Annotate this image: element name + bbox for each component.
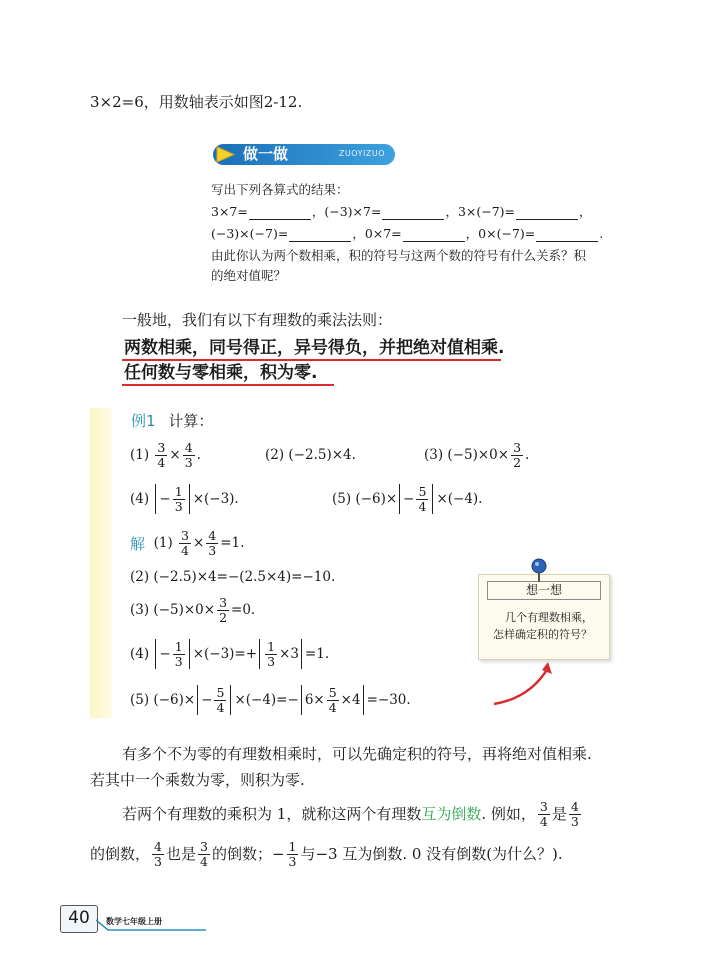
general-statement: 一般地，我们有以下有理数的乘法法则： xyxy=(122,311,393,329)
rule-2: 任何数与零相乘，积为零. xyxy=(124,363,318,383)
play-arrow-icon xyxy=(215,146,237,163)
pushpin-icon xyxy=(528,558,550,584)
answer-blank xyxy=(536,229,598,242)
rule-2-underline xyxy=(122,384,334,386)
abs-bar xyxy=(230,685,232,715)
book-title: 数学七年级上册 xyxy=(106,917,162,926)
solution-4: (4) − $\frac{1}{3}$ ×(−3)=+ $\frac{1}{3}$ ×3 =1. xyxy=(130,638,330,669)
activity-banner xyxy=(213,144,395,165)
abs-bar xyxy=(432,484,434,514)
problem-2: (2) (−2.5)×4. xyxy=(265,447,356,463)
abs-bar xyxy=(155,484,157,514)
fraction: $\frac{3}{2}$ xyxy=(513,439,522,470)
activity-row-2: (−3)×(−7)= ，0×7= ，0×(−7)= . xyxy=(211,226,604,241)
para-1-line-1: 有多个不为零的有理数相乘时，可以先确定积的符号，再将绝对值相乘. xyxy=(122,745,592,763)
fraction: $\frac{5}{4}$ xyxy=(418,483,427,514)
fraction: $\frac{5}{4}$ xyxy=(216,684,225,715)
example-label: 例1 xyxy=(131,412,156,430)
activity-question-2: 的绝对值呢？ xyxy=(211,268,287,283)
page-number: 40 xyxy=(68,908,90,928)
abs-bar xyxy=(197,685,199,715)
problem-4: (4) − $\frac{1}{3}$ ×(−3). xyxy=(130,483,239,514)
answer-blank xyxy=(403,229,465,242)
think-note xyxy=(478,574,610,660)
abs-bar xyxy=(399,484,401,514)
answer-blank xyxy=(382,207,444,220)
problem-3: (3) (−5)×0× $\frac{3}{2}$ . xyxy=(424,439,530,470)
answer-blank xyxy=(249,207,311,220)
fraction: $\frac{1}{3}$ xyxy=(174,638,183,669)
answer-blank xyxy=(516,207,578,220)
fraction: $\frac{3}{2}$ xyxy=(219,594,228,625)
activity-pinyin: ZUOYIZUO xyxy=(338,149,385,158)
fraction: $\frac{3}{4}$ xyxy=(199,838,208,869)
abs-bar xyxy=(155,639,157,669)
para-2: 若两个有理数的乘积为 1，就称这两个有理数 互为倒数 . 例如， $\frac{3}{4}$ 是 $\frac{4}{3}$ xyxy=(122,798,579,829)
solution-2: (2) (−2.5)×4=−(2.5×4)=−10. xyxy=(130,569,336,585)
abs-bar xyxy=(301,685,303,715)
problem-1: (1) $\frac{3}{4}$ × $\frac{4}{3}$ . xyxy=(130,439,201,470)
solution-3: (3) (−5)×0× $\frac{3}{2}$ =0. xyxy=(130,594,256,625)
activity-row-1: 3×7= ，(−3)×7= ，3×(−7)= ， xyxy=(211,204,592,219)
fraction: $\frac{4}{3}$ xyxy=(184,439,193,470)
think-title: 想一想 xyxy=(487,581,601,600)
curved-arrow-icon xyxy=(490,660,560,708)
para-1-line-2: 若其中一个乘数为零，则积为零. xyxy=(90,771,305,789)
activity-title: 做一做 xyxy=(243,145,289,163)
abs-bar xyxy=(259,639,261,669)
example-title: 计算： xyxy=(168,412,214,430)
activity-question-1: 由此你认为两个数相乘，积的符号与这两个数的符号有什么关系？积 xyxy=(211,248,587,263)
fraction: $\frac{3}{4}$ xyxy=(181,527,189,558)
abs-bar xyxy=(189,639,191,669)
activity-prompt: 写出下列各算式的结果： xyxy=(211,182,349,197)
fraction: $\frac{4}{3}$ xyxy=(154,838,162,869)
think-line-2: 怎样确定积的符号？ xyxy=(493,628,592,641)
fraction: $\frac{5}{4}$ xyxy=(328,684,337,715)
solution-label: 解 xyxy=(130,534,146,553)
abs-bar xyxy=(363,685,365,715)
rule-1-underline xyxy=(122,359,501,361)
example-margin-band xyxy=(90,408,112,718)
think-line-1: 几个有理数相乘， xyxy=(505,611,593,624)
reciprocal-term: 互为倒数 xyxy=(421,805,482,823)
fraction: $\frac{4}{3}$ xyxy=(570,798,579,829)
abs-bar xyxy=(301,639,303,669)
solution-5: (5) (−6)× − $\frac{5}{4}$ ×(−4)=− 6× $\frac{5}{4}$ ×4 =−30. xyxy=(130,684,411,715)
fraction: $\frac{1}{3}$ xyxy=(288,838,297,869)
fraction: $\frac{3}{4}$ xyxy=(539,798,548,829)
fraction: $\frac{1}{3}$ xyxy=(267,638,276,669)
solution-1: 解 (1) $\frac{3}{4}$ × $\frac{4}{3}$ =1. xyxy=(130,527,245,558)
abs-bar xyxy=(189,484,191,514)
answer-blank xyxy=(289,229,351,242)
fraction: $\frac{3}{4}$ xyxy=(157,439,166,470)
problem-5: (5) (−6)× − $\frac{5}{4}$ ×(−4). xyxy=(332,483,483,514)
intro-line: 3×2=6，用数轴表示如图2-12. xyxy=(90,93,303,111)
fraction: $\frac{1}{3}$ xyxy=(174,483,183,514)
rule-1: 两数相乘，同号得正，异号得负，并把绝对值相乘. xyxy=(124,338,505,358)
example-heading xyxy=(131,411,213,431)
para-3: 的倒数， $\frac{4}{3}$ 也是 $\frac{3}{4}$ 的倒数；− $\frac{1}{3}$ 与−3 互为倒数. 0 没有倒数(为什么？). xyxy=(90,838,563,869)
fraction: $\frac{4}{3}$ xyxy=(208,527,217,558)
page-number-box xyxy=(60,905,98,933)
